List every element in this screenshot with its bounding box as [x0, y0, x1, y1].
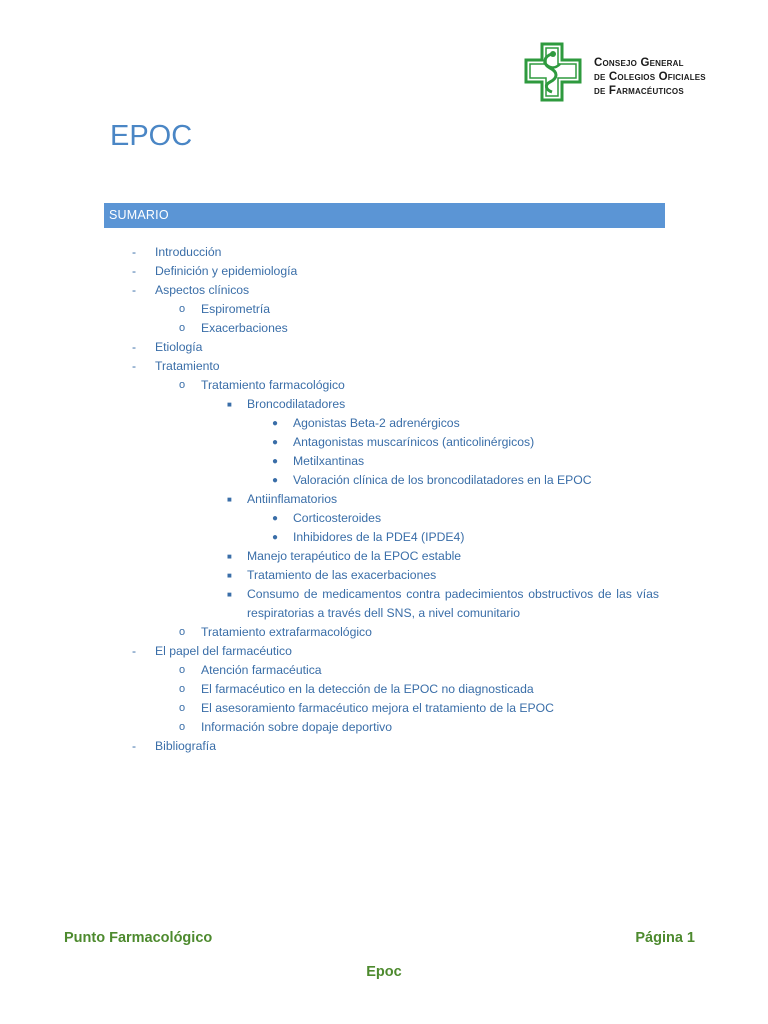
toc-bullet-icon: ●	[272, 437, 279, 448]
toc-item-label: Corticosteroides	[293, 511, 382, 525]
toc-item-label: Información sobre dopaje deportivo	[201, 720, 393, 734]
toc-item-label: Agonistas Beta-2 adrenérgicos	[293, 416, 460, 430]
organization-name	[594, 56, 734, 98]
toc-bullet-icon: ●	[272, 475, 279, 486]
toc-item-label: Tratamiento extrafarmacológico	[201, 625, 372, 639]
toc-item-label: Broncodilatadores	[247, 397, 346, 411]
table-of-contents	[0, 243, 768, 756]
toc-bullet-icon: o	[179, 664, 186, 676]
footer-section-name: Punto Farmacológico	[64, 930, 213, 946]
toc-item-label: Valoración clínica de los broncodilatadores en la EPOC	[293, 473, 592, 487]
toc-item[interactable]	[0, 376, 768, 395]
toc-item-label: El farmacéutico en la detección de la EPOC no diagnosticada	[201, 682, 534, 696]
toc-bullet-icon: o	[179, 626, 186, 638]
toc-item-label: Exacerbaciones	[201, 321, 288, 335]
organization-logo	[522, 42, 732, 104]
toc-item-label: Antagonistas muscarínicos (anticolinérgicos)	[293, 435, 535, 449]
toc-bullet-icon: -	[132, 340, 137, 354]
toc-bullet-icon: ●	[272, 513, 279, 524]
toc-item-label: Tratamiento farmacológico	[201, 378, 345, 392]
toc-item-label: Inhibidores de la PDE4 (IPDE4)	[293, 530, 465, 544]
toc-bullet-icon: o	[179, 303, 186, 315]
toc-bullet-icon: ■	[227, 552, 232, 561]
toc-bullet-icon: -	[132, 644, 137, 658]
toc-bullet-icon: -	[132, 245, 137, 259]
toc-bullet-icon: ●	[272, 456, 279, 467]
toc-item-label: Metilxantinas	[293, 454, 365, 468]
toc-item-label: El papel del farmacéutico	[155, 644, 292, 658]
toc-item-label: Tratamiento de las exacerbaciones	[247, 568, 437, 582]
toc-item[interactable]	[0, 281, 768, 300]
toc-item-label: El asesoramiento farmacéutico mejora el tratamiento de la EPOC	[201, 701, 554, 715]
toc-bullet-icon: ●	[272, 532, 279, 543]
toc-item[interactable]	[0, 528, 768, 547]
toc-bullet-icon: -	[132, 359, 137, 373]
toc-item[interactable]	[0, 490, 768, 509]
toc-item[interactable]	[0, 699, 768, 718]
toc-item[interactable]	[0, 737, 768, 756]
toc-item[interactable]	[0, 623, 768, 642]
toc-item[interactable]	[0, 300, 768, 319]
toc-bullet-icon: o	[179, 322, 186, 334]
toc-item-label: Consumo de medicamentos contra padecimientos obstructivos de las vías respiratorias a través dell SNS, a nivel comunitario	[247, 587, 659, 620]
toc-item[interactable]	[0, 547, 768, 566]
toc-item[interactable]	[0, 262, 768, 281]
organization-name-line: Consejo General	[594, 57, 684, 69]
toc-bullet-icon: o	[179, 721, 186, 733]
toc-bullet-icon: ■	[227, 495, 232, 504]
toc-bullet-icon: ■	[227, 400, 232, 409]
toc-item[interactable]	[0, 319, 768, 338]
toc-bullet-icon: -	[132, 264, 137, 278]
toc-bullet-icon: ■	[227, 571, 232, 580]
toc-item[interactable]	[0, 642, 768, 661]
toc-item[interactable]	[0, 566, 768, 585]
document-title: EPOC	[110, 120, 193, 152]
toc-item-label: Introducción	[155, 245, 222, 259]
toc-item[interactable]	[0, 243, 768, 262]
footer-document-name: Epoc	[366, 964, 402, 980]
toc-item-label: Antiinflamatorios	[247, 492, 338, 506]
toc-item-label: Tratamiento	[155, 359, 220, 373]
toc-item[interactable]	[0, 680, 768, 699]
toc-item[interactable]	[0, 471, 768, 490]
toc-item[interactable]	[0, 357, 768, 376]
toc-item[interactable]	[0, 433, 768, 452]
summary-header: SUMARIO	[104, 203, 665, 228]
toc-item[interactable]	[0, 661, 768, 680]
toc-bullet-icon: o	[179, 683, 186, 695]
toc-item-label: Definición y epidemiología	[155, 264, 298, 278]
toc-item-label: Atención farmacéutica	[201, 663, 322, 677]
toc-item-label: Aspectos clínicos	[155, 283, 250, 297]
toc-bullet-icon: -	[132, 739, 137, 753]
toc-item[interactable]	[0, 585, 768, 623]
toc-item[interactable]	[0, 414, 768, 433]
toc-item-label: Manejo terapéutico de la EPOC estable	[247, 549, 462, 563]
pharmacy-cross-serpent-icon	[522, 42, 584, 102]
toc-item[interactable]	[0, 452, 768, 471]
toc-bullet-icon: -	[132, 283, 137, 297]
footer-page-number: Página 1	[635, 930, 695, 946]
toc-bullet-icon: ●	[272, 418, 279, 429]
toc-item[interactable]	[0, 509, 768, 528]
toc-bullet-icon: o	[179, 379, 186, 391]
toc-item[interactable]	[0, 718, 768, 737]
toc-bullet-icon: ■	[227, 590, 232, 599]
toc-item-label: Bibliografía	[155, 739, 216, 753]
toc-item-label: Etiología	[155, 340, 203, 354]
toc-item-label: Espirometría	[201, 302, 271, 316]
toc-item[interactable]	[0, 395, 768, 414]
toc-bullet-icon: o	[179, 702, 186, 714]
organization-name-line: de Farmacéuticos	[594, 85, 684, 97]
organization-name-line: de Colegios Oficiales	[594, 71, 706, 83]
toc-item[interactable]	[0, 338, 768, 357]
